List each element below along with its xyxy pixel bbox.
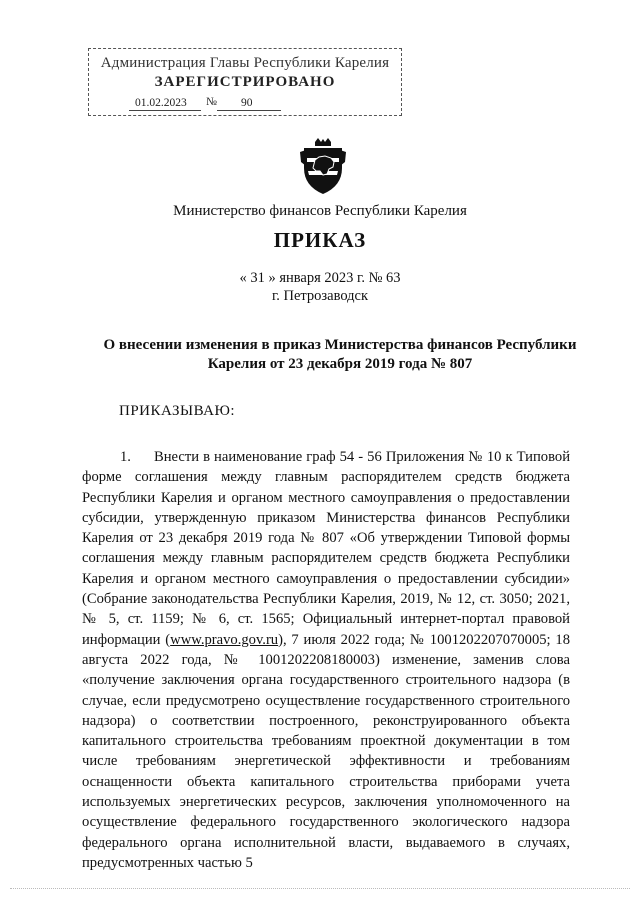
stamp-number: 90	[241, 97, 253, 109]
stamp-organization: Администрация Главы Республики Карелия	[100, 55, 390, 71]
document-type: ПРИКАЗ	[273, 228, 367, 252]
document-city: г. Петрозаводск	[271, 288, 369, 304]
paragraph-number: 1.	[120, 449, 131, 465]
ministry-name: Министерство финансов Республики Карелия	[173, 203, 467, 219]
coat-of-arms-icon	[300, 138, 346, 196]
document-title: О внесении изменения в приказ Министерства финансов Республики Карелия от 23 декабря 2019 года № 807	[103, 337, 577, 372]
document-date-number: « 31 » января 2023 г. № 63	[239, 270, 401, 286]
stamp-number-underline	[217, 110, 281, 111]
pravo-gov-link[interactable]: www.pravo.gov.ru	[170, 631, 279, 648]
paragraph-text-part1: Внести в наименование граф 54 - 56 Приложения № 10 к Типовой форме соглашения между главным распорядителем средств бюджета Республики Карелия и органом местного самоуправления о предоставлении субсидии, утвержденную приказом Министерства финансов Республики Карелия от 23 декабря 2019 года № 807 «Об утверждении Типовой формы соглашения между главным распорядителем средств бюджета Республики Карелия и органом местного самоуправления о предоставлении субсидии» (Собрание законодательства Республики Карелия, 2019, № 12, ст. 3050; 2021, № 5, ст. 1159; № 6, ст. 1565; Официальный интернет-портал правовой информации (	[82, 449, 570, 648]
stamp-date-underline	[129, 110, 201, 111]
paragraph-1	[82, 447, 570, 873]
paragraph-text-part2: ), 7 июля 2022 года; № 1001202207070005; 18 августа 2022 года, № 1001202208180003) изменение, заменив слова «получение заключения органа государственного строительного надзора (в случае, если предусмотрено осуществление государственного строительного надзора) о соответствии построенного, реконструированного объекта капитального строительства требованиям проектной документации в том числе требованиям энергетической эффективности и требованиям оснащенности объекта капитального строительства приборами учета используемых энергетических ресурсов, заключения уполномоченного на осуществление федерального государственного экологического надзора федерального органа исполнительной власти, выдаваемого в случаях, предусмотренных частью 5	[82, 631, 570, 871]
order-word: ПРИКАЗЫВАЮ:	[119, 403, 236, 419]
stamp-date: 01.02.2023	[135, 97, 187, 109]
scan-artifact-line	[10, 888, 630, 889]
registration-stamp	[88, 48, 402, 116]
stamp-number-sign: №	[206, 96, 217, 108]
stamp-registered-label: ЗАРЕГИСТРИРОВАНО	[154, 74, 336, 90]
